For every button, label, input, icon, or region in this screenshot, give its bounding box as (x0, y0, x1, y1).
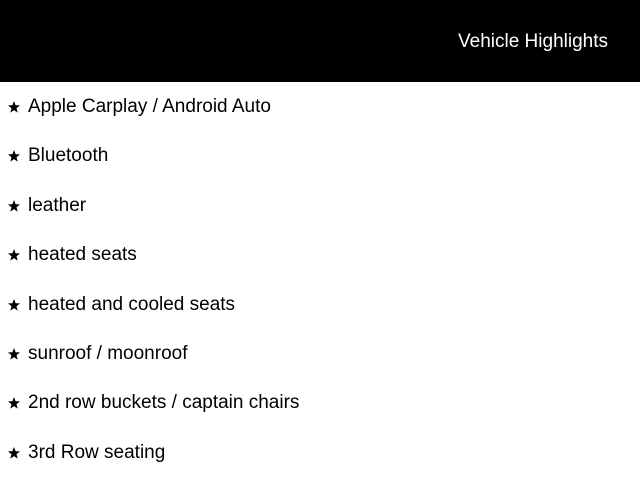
list-item (0, 391, 640, 421)
list-item (0, 243, 640, 273)
star-icon (7, 149, 21, 163)
list-item-label: heated seats (28, 244, 137, 265)
list-item-label: 2nd row buckets / captain chairs (28, 392, 300, 413)
list-item (0, 144, 640, 174)
list-item (0, 194, 640, 224)
list-item (0, 342, 640, 372)
page-header (0, 0, 640, 82)
list-item-label: heated and cooled seats (28, 294, 236, 315)
list-item-label: leather (28, 195, 87, 216)
star-icon (7, 298, 21, 312)
star-icon (7, 396, 21, 410)
star-icon (7, 248, 21, 262)
page-title: Vehicle Highlights (458, 31, 608, 52)
star-icon (7, 446, 21, 460)
star-icon (7, 100, 21, 114)
list-item (0, 95, 640, 125)
list-item (0, 441, 640, 471)
list-item-label: Bluetooth (28, 145, 109, 166)
list-item (0, 293, 640, 323)
star-icon (7, 199, 21, 213)
list-item-label: sunroof / moonroof (28, 343, 188, 364)
list-item-label: Apple Carplay / Android Auto (28, 96, 271, 117)
star-icon (7, 347, 21, 361)
list-item-label: 3rd Row seating (28, 442, 166, 463)
